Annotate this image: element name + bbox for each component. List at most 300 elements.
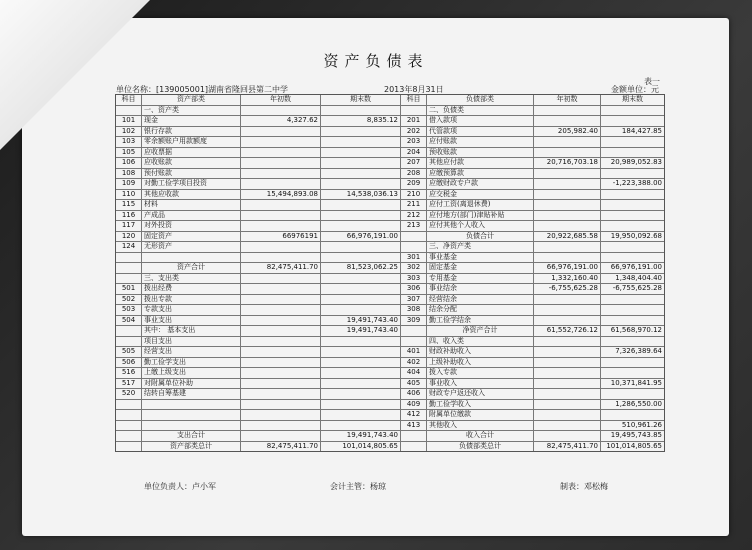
table-row <box>116 284 664 295</box>
table-cell: 82,475,411.70 <box>534 442 601 452</box>
table-cell <box>241 305 321 315</box>
table-row <box>116 116 664 127</box>
table-cell <box>241 253 321 263</box>
table-row <box>116 190 664 201</box>
table-cell: 201 <box>401 116 427 126</box>
table-cell: 61,552,726.12 <box>534 326 601 336</box>
table-cell <box>241 221 321 231</box>
table-cell: 对附属单位补助 <box>142 379 241 389</box>
table-cell: 211 <box>401 200 427 210</box>
table-cell <box>601 137 664 147</box>
table-cell <box>534 379 601 389</box>
table-cell <box>241 421 321 431</box>
table-cell: 应付地方(部门)津贴补贴 <box>427 211 534 221</box>
table-cell: 预收账款 <box>427 148 534 158</box>
table-cell: 505 <box>116 347 142 357</box>
table-cell: 8,835.12 <box>321 116 401 126</box>
table-cell <box>321 137 401 147</box>
balance-sheet-table <box>115 94 665 452</box>
table-cell <box>321 127 401 137</box>
table-cell <box>321 253 401 263</box>
table-cell: 应付账款 <box>427 137 534 147</box>
table-cell <box>321 242 401 252</box>
table-row <box>116 295 664 306</box>
table-cell: 105 <box>116 148 142 158</box>
table-cell <box>241 347 321 357</box>
table-cell: 109 <box>116 179 142 189</box>
table-cell: 20,989,052.83 <box>610 158 662 166</box>
table-row <box>116 316 664 327</box>
table-cell <box>321 274 401 284</box>
footer-unit-leader: 单位负责人：卢小军 <box>144 482 216 491</box>
table-cell <box>601 253 664 263</box>
table-cell: 拨出专款 <box>142 295 241 305</box>
table-cell: 1,332,160.40 <box>534 274 601 284</box>
table-cell <box>534 137 601 147</box>
table-cell: 应付其他个人收入 <box>427 221 534 231</box>
table-cell <box>241 127 321 137</box>
table-row <box>116 232 664 243</box>
table-cell: -6,755,625.28 <box>534 284 601 294</box>
table-cell: 205,982.40 <box>534 127 601 137</box>
table-cell: 106 <box>116 158 142 168</box>
table-cell <box>321 169 401 179</box>
table-row <box>116 221 664 232</box>
table-cell: 事业结余 <box>427 284 534 294</box>
table-cell <box>116 326 142 336</box>
table-cell: 拨入专款 <box>427 368 534 378</box>
table-cell: 303 <box>401 274 427 284</box>
table-cell <box>534 211 601 221</box>
table-cell <box>321 379 401 389</box>
table-cell: 事业支出 <box>142 316 241 326</box>
table-cell: 203 <box>401 137 427 147</box>
table-cell: 404 <box>401 368 427 378</box>
table-cell <box>401 232 427 242</box>
table-cell: 81,523,062.25 <box>321 263 401 273</box>
table-cell: 收入合计 <box>427 431 534 441</box>
header-cell: 期末数 <box>321 95 401 105</box>
table-cell <box>601 169 664 179</box>
table-cell <box>321 389 401 399</box>
table-cell <box>534 169 601 179</box>
table-cell: 预付账款 <box>142 169 241 179</box>
table-cell: 银行存款 <box>142 127 241 137</box>
table-cell: 对外投资 <box>142 221 241 231</box>
table-cell: 应付工资(离退休费) <box>427 200 534 210</box>
table-cell <box>534 295 601 305</box>
table-cell: 307 <box>401 295 427 305</box>
table-cell: 结转自筹基建 <box>142 389 241 399</box>
header-cell: 资产部类 <box>142 95 241 105</box>
table-cell: 19,491,743.40 <box>321 326 401 336</box>
table-cell: 10,371,841.95 <box>610 378 662 387</box>
table-row <box>116 253 664 264</box>
table-cell: 三、净资产类 <box>427 242 534 252</box>
table-cell: 现金 <box>142 116 241 126</box>
table-cell: 212 <box>401 211 427 221</box>
table-cell: 101 <box>116 116 142 126</box>
table-cell <box>601 200 664 210</box>
table-cell <box>241 169 321 179</box>
table-cell <box>241 368 321 378</box>
table-cell: 66,976,191.00 <box>534 263 601 273</box>
table-cell: 409 <box>401 400 427 410</box>
table-cell: 102 <box>116 127 142 137</box>
table-row <box>116 389 664 400</box>
table-cell: 501 <box>116 284 142 294</box>
table-cell: 其他应收款 <box>142 190 241 200</box>
table-cell <box>401 106 427 116</box>
footer-preparer: 制表：邓松梅 <box>560 482 608 491</box>
table-cell <box>401 242 427 252</box>
table-row <box>116 431 664 442</box>
table-cell: 勤工俭学结余 <box>427 316 534 326</box>
table-cell <box>321 410 401 420</box>
table-cell: 资产部类总计 <box>142 442 241 452</box>
table-cell: 无形资产 <box>142 242 241 252</box>
table-cell <box>601 410 664 420</box>
table-row <box>116 347 664 358</box>
table-cell: 勤工俭学收入 <box>427 400 534 410</box>
table-row <box>116 211 664 222</box>
table-cell <box>321 148 401 158</box>
table-cell: 108 <box>116 169 142 179</box>
table-row <box>116 137 664 148</box>
table-cell: 财政补助收入 <box>427 347 534 357</box>
unit-name: 单位名称：[139005001]湖南省隆回县第二中学 <box>116 85 289 94</box>
table-cell <box>534 347 601 357</box>
table-cell: 115 <box>116 200 142 210</box>
table-cell <box>241 106 321 116</box>
table-cell: 101,014,805.65 <box>321 442 401 452</box>
table-cell <box>601 148 664 158</box>
table-row <box>116 442 664 452</box>
table-cell <box>321 337 401 347</box>
table-cell: 66976191 <box>241 232 321 242</box>
table-cell: 专款支出 <box>142 305 241 315</box>
table-cell <box>241 316 321 326</box>
table-cell: 经营结余 <box>427 295 534 305</box>
table-cell <box>534 190 601 200</box>
table-row <box>116 127 664 138</box>
table-cell <box>321 211 401 221</box>
table-cell: 66,976,191.00 <box>321 232 401 242</box>
table-cell <box>601 221 664 231</box>
table-cell: 210 <box>401 190 427 200</box>
table-cell <box>116 337 142 347</box>
table-cell: 4,327.62 <box>241 116 321 126</box>
table-cell <box>601 305 664 315</box>
table-cell <box>401 442 427 452</box>
table-cell: 借入款项 <box>427 116 534 126</box>
table-cell: 184,427.85 <box>621 126 662 135</box>
table-cell <box>241 337 321 347</box>
table-cell: 20,716,703.18 <box>534 158 601 168</box>
table-cell: 7,326,389.64 <box>615 347 662 355</box>
table-row <box>116 421 664 432</box>
table-cell: 三、支出类 <box>142 274 241 284</box>
table-cell <box>116 253 142 263</box>
table-cell <box>321 347 401 357</box>
table-cell: 附属单位缴款 <box>427 410 534 420</box>
table-cell <box>601 337 664 347</box>
table-cell <box>241 242 321 252</box>
table-cell <box>321 421 401 431</box>
table-cell: 资产合计 <box>142 263 241 273</box>
table-cell <box>241 179 321 189</box>
table-cell: 材料 <box>142 200 241 210</box>
table-cell: 402 <box>401 358 427 368</box>
table-cell <box>241 326 321 336</box>
table-row <box>116 274 664 285</box>
table-cell: 15,494,893.08 <box>241 190 321 200</box>
table-cell: 401 <box>401 347 427 357</box>
table-cell: 117 <box>116 221 142 231</box>
table-cell: 1,286,550.00 <box>615 399 662 408</box>
table-cell: 209 <box>401 179 427 189</box>
table-cell: 306 <box>401 284 427 294</box>
table-row <box>116 400 664 411</box>
table-cell: 213 <box>401 221 427 231</box>
table-cell: 固定资产 <box>142 232 241 242</box>
table-cell: 代管款项 <box>427 127 534 137</box>
table-cell <box>321 400 401 410</box>
table-cell <box>321 305 401 315</box>
table-cell: 204 <box>401 148 427 158</box>
table-cell <box>241 400 321 410</box>
table-cell: 其他应付款 <box>427 158 534 168</box>
table-cell <box>601 368 664 378</box>
table-cell <box>116 400 142 410</box>
table-cell: 拨出经费 <box>142 284 241 294</box>
table-cell <box>241 358 321 368</box>
table-cell <box>601 295 664 305</box>
table-cell <box>601 358 664 368</box>
header-cell: 年初数 <box>241 95 321 105</box>
table-cell: 四、收入类 <box>427 337 534 347</box>
table-cell: 零余额账户用款额度 <box>142 137 241 147</box>
table-cell: 应缴财政专户款 <box>427 179 534 189</box>
table-cell <box>321 295 401 305</box>
table-cell: 405 <box>401 379 427 389</box>
table-cell: 101,014,805.65 <box>606 441 662 450</box>
table-cell <box>534 400 601 410</box>
table-cell <box>534 421 601 431</box>
table-cell: 19,491,743.40 <box>321 316 401 326</box>
footer-accountant: 会计主管：杨琼 <box>330 482 386 491</box>
table-cell <box>241 295 321 305</box>
table-cell <box>241 410 321 420</box>
table-row <box>116 326 664 337</box>
table-cell: 413 <box>401 421 427 431</box>
table-cell <box>321 358 401 368</box>
table-cell <box>534 389 601 399</box>
table-row <box>116 263 664 274</box>
header-cell: 科目 <box>116 95 142 105</box>
table-cell: 其中： 基本支出 <box>142 326 241 336</box>
table-cell <box>241 211 321 221</box>
table-cell: 19,495,743.85 <box>610 431 662 439</box>
table-cell: 应收票据 <box>142 148 241 158</box>
table-number: 表一 <box>644 77 660 86</box>
table-cell <box>534 368 601 378</box>
table-row <box>116 179 664 190</box>
table-row <box>116 379 664 390</box>
table-cell: 结余分配 <box>427 305 534 315</box>
table-row <box>116 368 664 379</box>
table-cell: 504 <box>116 316 142 326</box>
table-row <box>116 200 664 211</box>
table-cell: 208 <box>401 169 427 179</box>
table-row <box>116 148 664 159</box>
table-row <box>116 337 664 348</box>
table-cell: 309 <box>401 316 427 326</box>
table-cell <box>534 431 601 441</box>
table-cell: 经营支出 <box>142 347 241 357</box>
table-cell: 其他收入 <box>427 421 534 431</box>
table-cell <box>241 274 321 284</box>
table-cell: 506 <box>116 358 142 368</box>
table-cell: 一、资产类 <box>142 106 241 116</box>
table-cell: 116 <box>116 211 142 221</box>
table-cell: 510,961.26 <box>621 420 662 429</box>
table-cell <box>401 337 427 347</box>
table-cell: 520 <box>116 389 142 399</box>
table-row <box>116 158 664 169</box>
table-cell: -1,223,388.00 <box>612 179 662 187</box>
table-cell <box>534 337 601 347</box>
table-cell <box>116 410 142 420</box>
table-cell: 502 <box>116 295 142 305</box>
table-cell <box>116 442 142 452</box>
table-cell <box>321 106 401 116</box>
table-cell: 412 <box>401 410 427 420</box>
header-cell: 年初数 <box>534 95 601 105</box>
table-cell <box>142 253 241 263</box>
table-cell <box>534 200 601 210</box>
header-cell: 期末数 <box>622 95 643 103</box>
table-cell: 上级补助收入 <box>427 358 534 368</box>
table-cell: 202 <box>401 127 427 137</box>
table-cell: 207 <box>401 158 427 168</box>
table-cell <box>116 431 142 441</box>
table-row <box>116 305 664 316</box>
table-cell: 308 <box>401 305 427 315</box>
table-cell <box>601 316 664 326</box>
table-cell <box>601 242 664 252</box>
document-title: 资产负债表 <box>323 52 429 70</box>
header-cell: 负债部类 <box>427 95 534 105</box>
table-cell: 上缴上级支出 <box>142 368 241 378</box>
table-cell <box>321 179 401 189</box>
table-cell: 19,491,743.40 <box>321 431 401 441</box>
table-cell <box>534 148 601 158</box>
table-cell <box>241 284 321 294</box>
table-cell <box>142 400 241 410</box>
table-cell <box>534 116 601 126</box>
table-cell: 财政专户返还收入 <box>427 389 534 399</box>
table-header-row <box>116 95 664 106</box>
table-cell <box>534 242 601 252</box>
table-cell: 301 <box>401 253 427 263</box>
table-cell: 14,538,036.13 <box>321 190 401 200</box>
table-cell <box>534 316 601 326</box>
table-cell: 勤工俭学支出 <box>142 358 241 368</box>
table-cell: 19,950,092.68 <box>610 231 662 240</box>
table-cell <box>142 410 241 420</box>
table-cell <box>601 389 664 399</box>
table-cell: 103 <box>116 137 142 147</box>
table-cell <box>241 137 321 147</box>
table-cell <box>321 200 401 210</box>
table-cell <box>116 106 142 116</box>
table-cell <box>534 410 601 420</box>
table-cell: 503 <box>116 305 142 315</box>
table-cell <box>241 379 321 389</box>
table-cell: 负债部类总计 <box>427 442 534 452</box>
table-cell: -6,755,625.28 <box>612 284 662 292</box>
table-cell <box>241 431 321 441</box>
table-row <box>116 106 664 117</box>
table-cell: 应交税金 <box>427 190 534 200</box>
report-date: 2013年8月31日 <box>384 85 444 94</box>
table-cell: 应缴预算款 <box>427 169 534 179</box>
table-cell: 110 <box>116 190 142 200</box>
table-cell <box>401 326 427 336</box>
table-cell <box>241 148 321 158</box>
table-cell: 固定基金 <box>427 263 534 273</box>
table-cell <box>534 358 601 368</box>
table-cell: 124 <box>116 242 142 252</box>
table-cell <box>241 389 321 399</box>
table-cell <box>116 263 142 273</box>
table-cell: 66,976,191.00 <box>610 263 662 271</box>
table-cell: 61,568,970.12 <box>610 326 662 334</box>
table-cell <box>534 253 601 263</box>
table-cell <box>142 421 241 431</box>
table-cell: 302 <box>401 263 427 273</box>
table-cell: 1,348,404.40 <box>615 273 662 282</box>
table-row <box>116 358 664 369</box>
table-cell: 专用基金 <box>427 274 534 284</box>
table-cell <box>601 211 664 221</box>
table-cell: 负债合计 <box>427 232 534 242</box>
table-cell: 120 <box>116 232 142 242</box>
table-cell <box>534 305 601 315</box>
table-cell <box>116 421 142 431</box>
table-cell: 净资产合计 <box>427 326 534 336</box>
table-cell <box>601 106 664 116</box>
table-cell: 事业收入 <box>427 379 534 389</box>
table-cell: 82,475,411.70 <box>241 263 321 273</box>
table-cell <box>321 284 401 294</box>
table-cell <box>534 106 601 116</box>
table-cell <box>601 116 664 126</box>
table-cell: 应收账款 <box>142 158 241 168</box>
table-cell: 事业基金 <box>427 253 534 263</box>
table-cell: 产成品 <box>142 211 241 221</box>
table-row <box>116 242 664 253</box>
table-cell: 20,922,685.58 <box>534 232 601 242</box>
table-cell <box>116 274 142 284</box>
table-row <box>116 169 664 180</box>
header-cell: 科目 <box>401 95 427 105</box>
table-cell <box>534 221 601 231</box>
table-cell: 支出合计 <box>142 431 241 441</box>
table-cell: 516 <box>116 368 142 378</box>
table-cell: 517 <box>116 379 142 389</box>
